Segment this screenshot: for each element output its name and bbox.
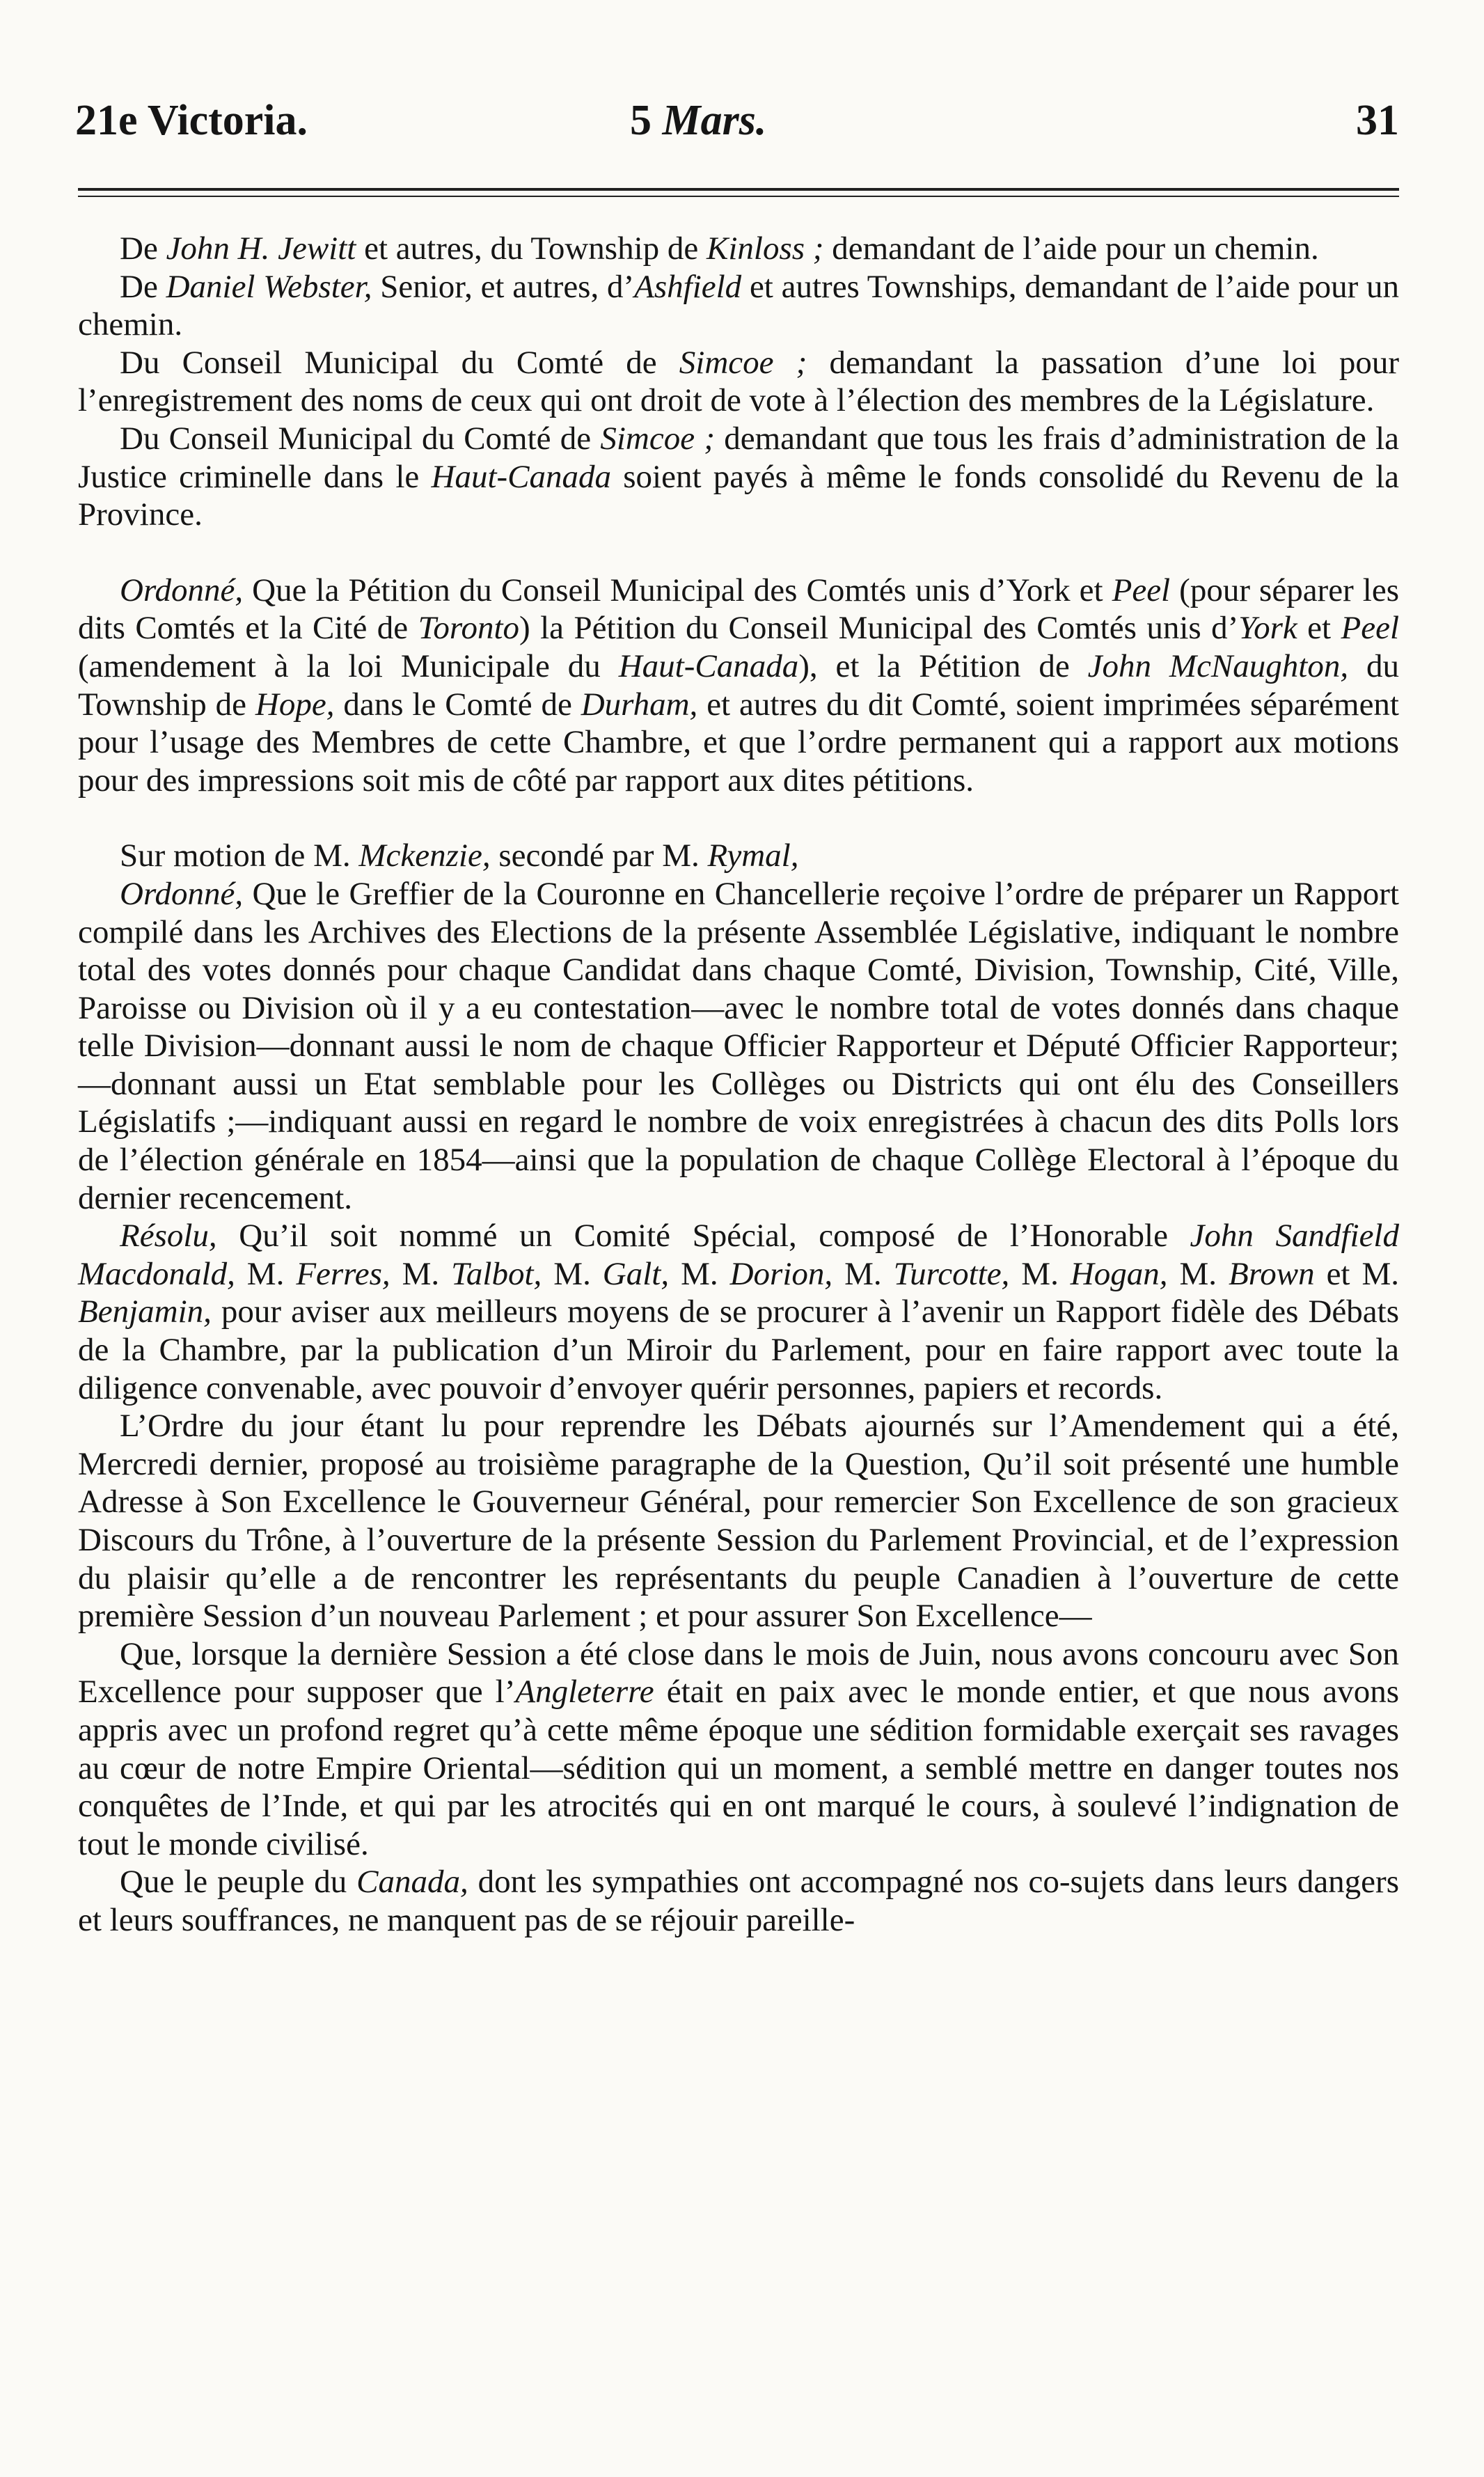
- text-run: et autres du dit Comté, soient imprimées séparément pour l’usage des Membres de cette Chambre, et que l’ordre permanent qui a rapport aux motions pour des impressions soit mis de côté par rapport aux dites pétitions.: [78, 686, 1399, 799]
- paragraph: [78, 230, 1399, 268]
- text-run: demandant la passation d’une loi pour l’enregistrement des noms de ceux qui ont droit de vote à l’élection des membres de la Législature.: [78, 344, 1400, 419]
- italic-text: Canada,: [356, 1864, 468, 1901]
- italic-text: Haut-Canada: [431, 458, 611, 495]
- text-run: ) la Pétition du Conseil Municipal des Comtés unis d’: [519, 610, 1239, 647]
- paragraph: [78, 837, 1399, 875]
- text-run: et M.: [1314, 1255, 1399, 1292]
- text-run: De: [120, 268, 166, 305]
- text-run: Senior, et autres, d’: [372, 268, 635, 305]
- italic-text: Résolu,: [120, 1218, 217, 1255]
- text-run: Que le Greffier de la Couronne en Chancellerie reçoive l’ordre de préparer un Rapport compilé dans les Archives des Elections de la présente Assemblée Législative, indiquant le nombre total des votes donnés pour chaque Candidat dans chaque Comté, Division, Township, Cité, Ville, Paroisse ou Division où il y a eu contestation—avec le nombre total de votes donnés dans chaque telle Division—donnant aussi le nom de chaque Officier Rapporteur et Député Officier Rapporteur;—donnant aussi un Etat semblable pour les Collèges ou Districts qui ont élu des Conseillers Législatifs ;—indiquant aussi en regard le nombre de voix enregistrées à chacun des dits Polls lors de l’élection générale en 1854—ainsi que la population de chaque Collège Electoral à l’époque du dernier recencement.: [78, 875, 1399, 1216]
- text-run: (amendement à la loi Municipale du: [78, 647, 619, 684]
- text-run: était en paix avec le monde entier, et que nous avons appris avec un profond regret qu’à cette même époque une sédition formidable exerçait ses ravages au cœur de notre Empire Oriental—sédition qui un moment, a semblé mettre en danger toutes nos conquêtes de l’Inde, et qui par les atrocités qui en ont marqué le cours, à soulevé l’indignation de tout le monde civilisé.: [78, 1674, 1399, 1862]
- italic-text: Simcoe ;: [679, 344, 807, 381]
- italic-text: Mckenzie,: [358, 838, 491, 874]
- text-run: Du Conseil Municipal du Comté de: [120, 344, 679, 381]
- paragraph: [78, 344, 1399, 420]
- text-run: M.: [832, 1255, 894, 1292]
- text-run: demandant de l’aide pour un chemin.: [823, 230, 1319, 267]
- header-rule-thick: [78, 188, 1399, 191]
- italic-text: Simcoe ;: [600, 420, 715, 457]
- italic-text: Benjamin,: [78, 1293, 212, 1330]
- italic-text: John McNaughton,: [1087, 647, 1349, 684]
- italic-text: Ordonné,: [120, 572, 244, 608]
- text-run: De: [120, 230, 166, 267]
- italic-text: Toronto: [418, 610, 520, 647]
- italic-text: Hogan,: [1070, 1255, 1168, 1292]
- text-run: et autres Townships, demandant de l’aide pour un chemin.: [78, 268, 1399, 343]
- text-run: dans le Comté de: [334, 686, 581, 723]
- text-run: M.: [669, 1255, 730, 1292]
- session-label: 21e Victoria.: [75, 97, 308, 144]
- text-run: secondé par M.: [490, 838, 708, 874]
- italic-text: Ferres,: [296, 1255, 390, 1292]
- header-rule-thin: [78, 196, 1399, 197]
- date-day: 5: [630, 97, 652, 144]
- italic-text: Dorion,: [729, 1255, 833, 1292]
- paragraph: [78, 1407, 1399, 1635]
- italic-text: Hope,: [255, 686, 335, 723]
- text-run: Que la Pétition du Conseil Municipal des Comtés unis d’York et: [243, 572, 1112, 608]
- text-run: L’Ordre du jour étant lu pour reprendre les Débats ajournés sur l’Amendement qui a été, Mercredi dernier, proposé au troisième paragraphe de la Question, Qu’il soit présenté une humble Adresse à Son Excellence le Gouverneur Général, pour remercier Son Excellence de son gracieux Discours du Trône, à l’ouverture de la présente Session du Parlement Provincial, et de l’expression du plaisir qu’elle a de rencontrer les représentants du peuple Canadien à l’ouverture de cette première Session d’un nouveau Parlement ; et pour assurer Son Excellence—: [78, 1408, 1399, 1635]
- italic-text: Kinloss ;: [707, 230, 824, 267]
- italic-text: Peel: [1341, 610, 1400, 647]
- paragraph: [78, 1635, 1399, 1864]
- paragraph: [78, 875, 1399, 1217]
- paragraph: [78, 420, 1399, 534]
- paragraph: [78, 1863, 1399, 1939]
- text-run: pour aviser aux meilleurs moyens de se procurer à l’avenir un Rapport fidèle des Débats de la Chambre, par la publication d’un Miroir du Parlement, pour en faire rapport avec toute la diligence convenable, avec pouvoir d’envoyer quérir personnes, papiers et records.: [78, 1293, 1399, 1406]
- text-run: demandant que tous les frais d’administration de la Justice criminelle dans le: [78, 420, 1399, 495]
- text-run: M.: [542, 1255, 603, 1292]
- text-run: Que le peuple du: [120, 1864, 357, 1901]
- italic-text: Peel: [1112, 572, 1171, 608]
- italic-text: Daniel Webster,: [166, 268, 372, 305]
- page-number: 31: [1356, 97, 1399, 144]
- italic-text: Galt,: [602, 1255, 670, 1292]
- text-body: [78, 230, 1399, 1940]
- italic-text: Rymal,: [707, 838, 799, 874]
- italic-text: York: [1238, 610, 1297, 647]
- paragraph: [78, 1217, 1399, 1407]
- header-date: [630, 96, 766, 146]
- italic-text: Brown: [1228, 1255, 1315, 1292]
- italic-text: Ashfield: [634, 268, 742, 305]
- text-run: dont les sympathies ont accompagné nos co-sujets dans leurs dangers et leurs souffrances, ne manquent pas de se réjouir pareille-: [78, 1864, 1399, 1938]
- paragraph: [78, 572, 1399, 800]
- text-run: Qu’il soit nommé un Comité Spécial, composé de l’Honorable: [216, 1218, 1190, 1255]
- text-run: Du Conseil Municipal du Comté de: [120, 420, 601, 457]
- italic-text: Turcotte,: [893, 1255, 1010, 1292]
- text-run: M.: [1167, 1255, 1229, 1292]
- text-run: (pour séparer les dits Comtés et la Cité de: [78, 572, 1399, 647]
- date-month: Mars.: [662, 97, 767, 144]
- text-run: soient payés à même le fonds consolidé du Revenu de la Province.: [78, 458, 1399, 533]
- text-run: et autres, du Township de: [356, 230, 707, 267]
- italic-text: John H. Jewitt: [166, 230, 356, 267]
- italic-text: Ordonné,: [120, 875, 244, 912]
- italic-text: Angleterre: [515, 1674, 654, 1711]
- text-run: M.: [390, 1255, 452, 1292]
- text-run: M.: [235, 1255, 297, 1292]
- text-run: M.: [1009, 1255, 1071, 1292]
- running-header: [70, 84, 1399, 160]
- italic-text: Haut-Canada: [618, 647, 799, 684]
- text-run: du Township de: [78, 647, 1400, 723]
- italic-text: Durham,: [581, 686, 698, 723]
- paragraph: [78, 268, 1399, 344]
- italic-text: Talbot,: [451, 1255, 542, 1292]
- text-run: ), et la Pétition de: [798, 647, 1088, 684]
- italic-text: John Sandfield Macdonald,: [78, 1218, 1399, 1292]
- text-run: Sur motion de M.: [120, 838, 359, 874]
- text-run: Que, lorsque la dernière Session a été close dans le mois de Juin, nous avons concouru avec Son Excellence pour supposer que l’: [78, 1635, 1399, 1711]
- text-run: et: [1297, 610, 1341, 647]
